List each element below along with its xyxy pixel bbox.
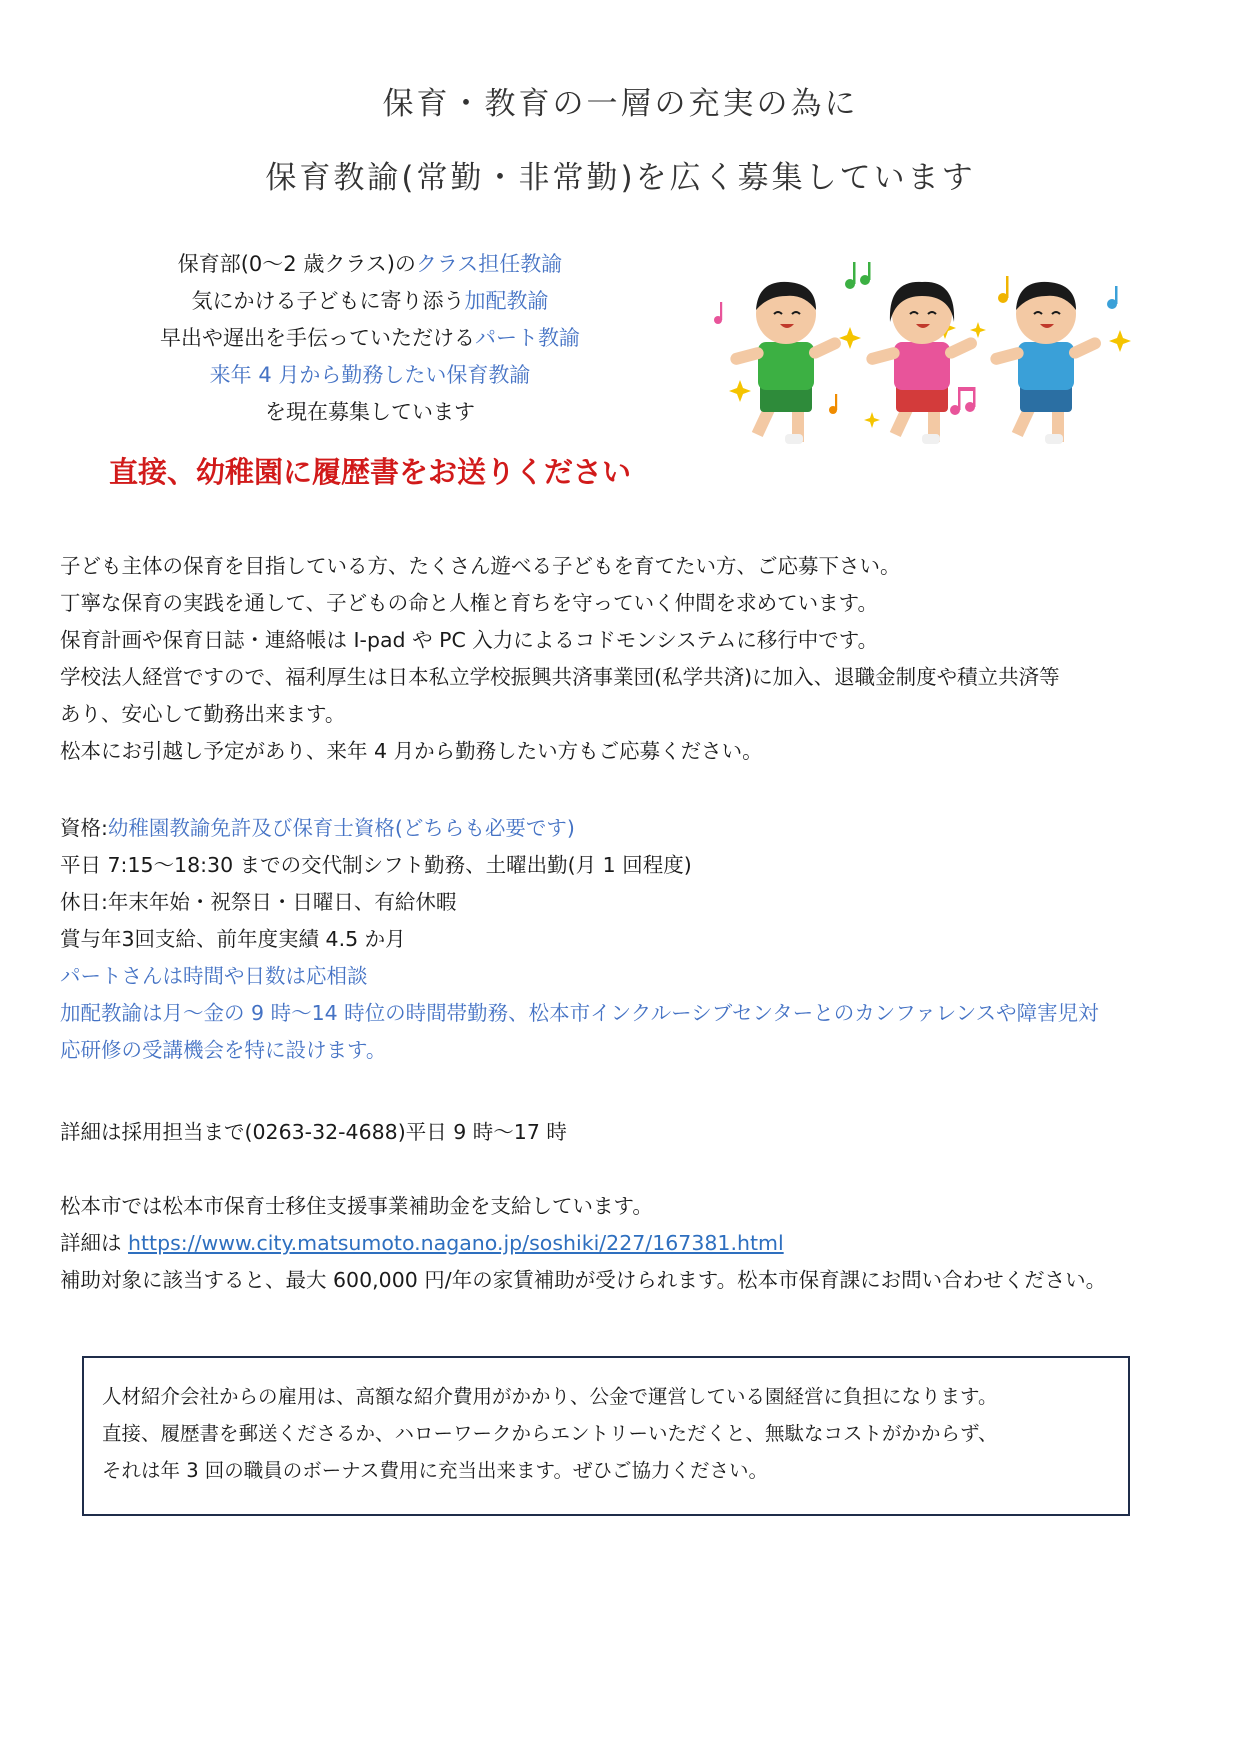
subsidy-detail: 詳細は https://www.city.matsumoto.nagano.jp/soshiki/227/167381.html [60, 1231, 784, 1255]
subsidy-line: 松本市では松本市保育士移住支援事業補助金を支給しています。 [60, 1194, 653, 1218]
intro-line: あり、安心して勤務出来ます。 [60, 702, 346, 726]
notice-line: それは年 3 回の職員のボーナス費用に充当出来ます。ぜひご協力ください。 [102, 1459, 768, 1482]
qualification-line: 資格:幼稚園教諭免許及び保育士資格(どちらも必要です) [60, 816, 575, 840]
dancing-children-illustration [700, 262, 1140, 462]
subsidy-url-link[interactable]: https://www.city.matsumoto.nagano.jp/soshiki/227/167381.html [128, 1231, 784, 1255]
apply-directly-callout: 直接、幼稚園に履歴書をお送りください [108, 455, 631, 489]
child-pink-shirt [865, 282, 979, 444]
intro-line: 保育計画や保育日誌・連絡帳は I-pad や PC 入力によるコドモンシステムに移行中です。 [60, 628, 879, 652]
music-note-icon [998, 276, 1009, 303]
child-green-shirt [729, 282, 843, 444]
working-hours: 平日 7:15～18:30 までの交代制シフト勤務、土曜出勤(月 1 回程度) [60, 853, 692, 877]
intro-line: 子ども主体の保育を目指している方、たくさん遊べる子どもを育てたい方、ご応募下さい。 [60, 554, 901, 578]
position-row: を現在募集しています [265, 400, 475, 424]
music-note-icon [1107, 286, 1118, 309]
position-row: 気にかける子どもに寄り添う加配教諭 [191, 289, 549, 313]
holidays: 休日:年末年始・祝祭日・日曜日、有給休暇 [60, 890, 457, 914]
page-title-line2: 保育教諭(常勤・非常勤)を広く募集しています [265, 160, 976, 196]
notice-line: 人材紹介会社からの雇用は、高額な紹介費用がかかり、公金で運営している園経営に負担になります。 [102, 1385, 998, 1408]
position-highlight: パート教諭 [475, 326, 580, 350]
part-time-note: パートさんは時間や日数は応相談 [60, 964, 368, 988]
subsidy-line: 補助対象に該当すると、最大 600,000 円/年の家賃補助が受けられます。松本市保育課にお問い合わせください。 [60, 1268, 1107, 1292]
position-row: 保育部(0～2 歳クラス)のクラス担任教諭 [177, 252, 563, 276]
intro-line: 松本にお引越し予定があり、来年 4 月から勤務したい方もご応募ください。 [60, 739, 763, 763]
intro-line: 学校法人経営ですので、福利厚生は日本私立学校振興共済事業団(私学共済)に加入、退職金制度や積立共済等 [60, 665, 1060, 689]
position-row: 早出や遅出を手伝っていただけるパート教諭 [160, 326, 580, 350]
subsidy-section [60, 1188, 1200, 1299]
bonus: 賞与年3回支給、前年度実績 4.5 か月 [60, 927, 406, 951]
position-highlight: クラス担任教諭 [415, 252, 563, 276]
contact-line: 詳細は採用担当まで(0263-32-4688)平日 9 時～17 時 [60, 1120, 567, 1144]
position-highlight: 加配教諭 [464, 289, 549, 313]
contact-section [60, 1114, 1200, 1151]
position-row: 来年 4 月から勤務したい保育教諭 [209, 363, 531, 387]
agency-notice-box [82, 1356, 1130, 1516]
recruit-positions [120, 246, 620, 431]
music-note-icon [714, 302, 722, 324]
music-note-icon [845, 262, 871, 289]
child-blue-shirt [989, 282, 1103, 444]
intro-section [60, 548, 1200, 770]
kahai-note: 応研修の受講機会を特に設けます。 [60, 1038, 387, 1062]
notice-line: 直接、履歴書を郵送くださるか、ハローワークからエントリーいただくと、無駄なコストがかからず、 [102, 1422, 998, 1445]
music-note-icon [829, 394, 837, 414]
kahai-note: 加配教諭は月～金の 9 時～14 時位の時間帯勤務、松本市インクルーシブセンターとのカンファレンスや障害児対 [60, 1001, 1099, 1025]
intro-line: 丁寧な保育の実践を通して、子どもの命と人権と育ちを守っていく仲間を求めています。 [60, 591, 878, 615]
page-title-line1: 保育・教育の一層の充実の為に [382, 86, 859, 122]
music-note-icon [950, 387, 976, 415]
conditions-section [60, 810, 1200, 1069]
